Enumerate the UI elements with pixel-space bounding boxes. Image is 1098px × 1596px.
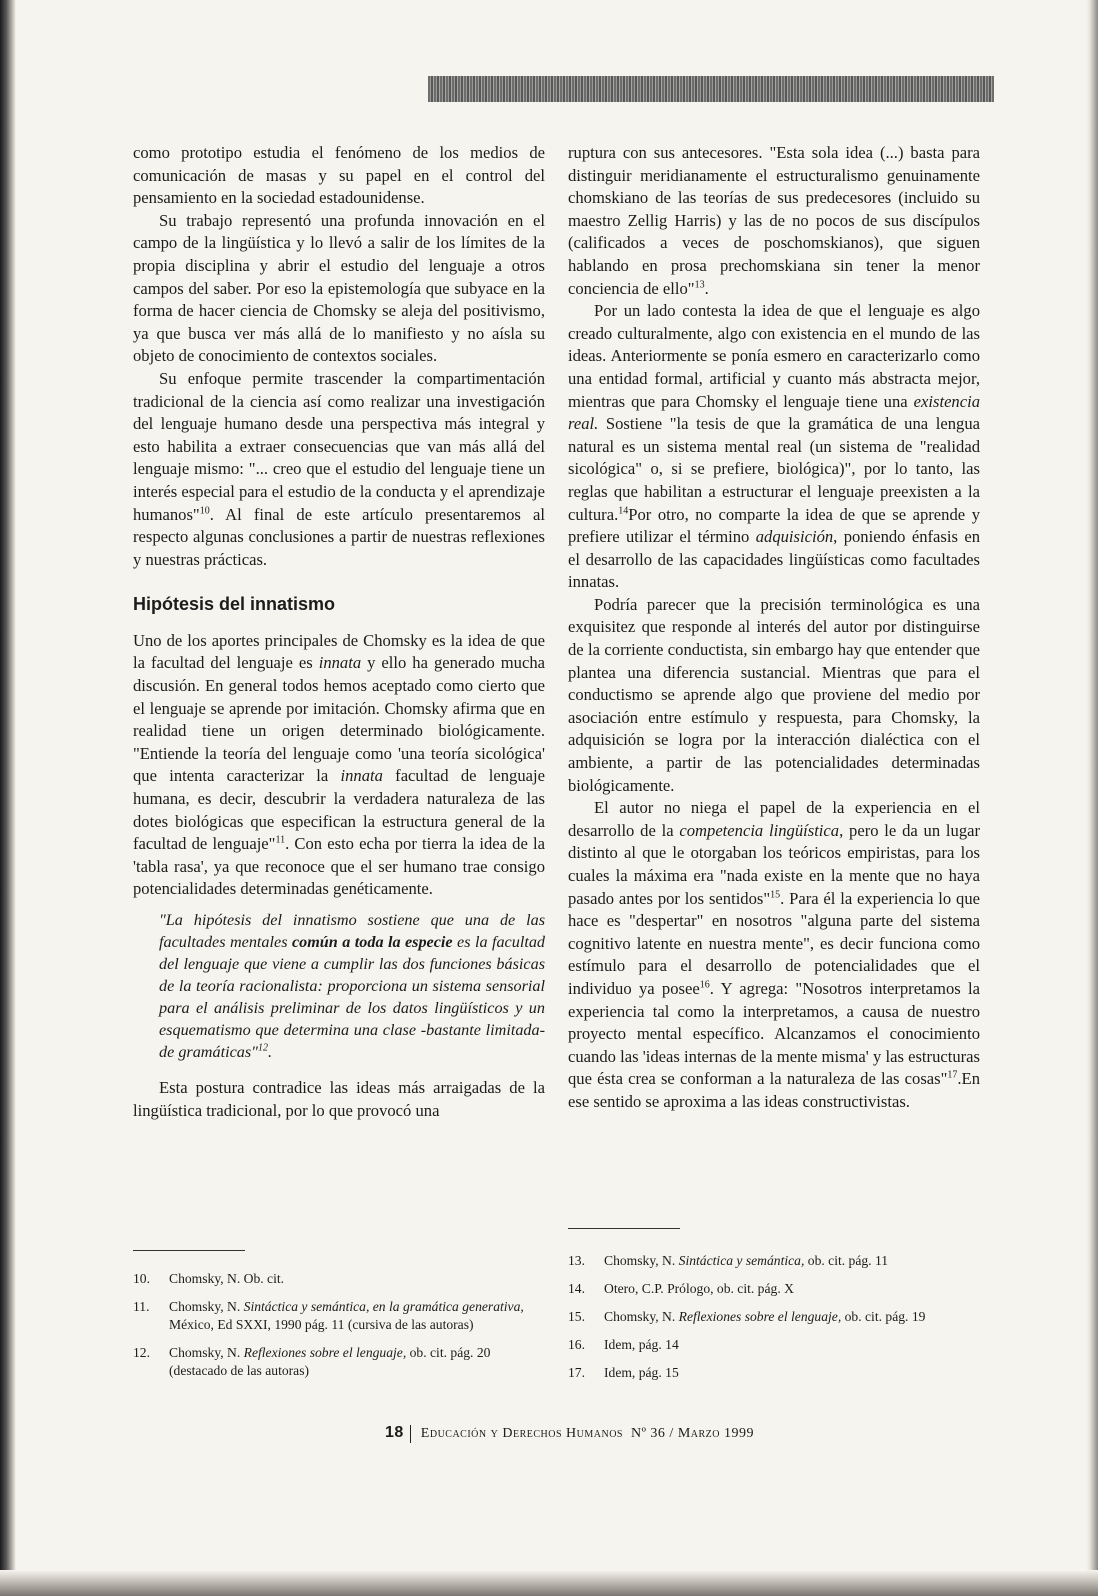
footnote-text bbox=[604, 1336, 968, 1354]
footnotes-right bbox=[568, 1252, 968, 1392]
italic-title: Sintáctica y semántica, en la gramática generativa, bbox=[243, 1299, 524, 1314]
footnote-number: 12. bbox=[133, 1345, 150, 1360]
scan-edge-shadow-bottom bbox=[0, 1570, 1098, 1596]
footnote-number: 13. bbox=[568, 1253, 585, 1268]
italic-term: innata bbox=[340, 766, 383, 786]
scan-edge-shadow-right bbox=[1086, 0, 1098, 1596]
footnote-text bbox=[604, 1252, 968, 1270]
italic-term: adquisición bbox=[755, 527, 834, 547]
italic-title: Reflexiones sobre el lenguaje, bbox=[243, 1345, 407, 1360]
text-run: . bbox=[267, 1043, 273, 1061]
footnote-text bbox=[169, 1270, 533, 1288]
text-run: Por un lado contesta la idea de que el lenguaje es algo creado culturalmente, algo con existencia en el mundo de las ideas. Anteriormente se ponía esmero en caracterizarlo como una entidad formal, artificial y cuanto más abstracta mejor, mientras que para Chomsky el lenguaje tiene una bbox=[568, 301, 980, 411]
footnote-number: 16. bbox=[568, 1337, 585, 1352]
footnote-item bbox=[133, 1270, 533, 1288]
footnote-item bbox=[568, 1252, 968, 1270]
italic-title: Sintáctica y semántica, bbox=[678, 1253, 805, 1268]
header-decorative-bar bbox=[428, 76, 994, 102]
footnote-ref: 12 bbox=[257, 1042, 268, 1054]
issue-info: Nº 36 / Marzo 1999 bbox=[630, 1426, 754, 1441]
footnote-ref: 17 bbox=[947, 1069, 958, 1081]
footnote-item bbox=[133, 1298, 533, 1334]
footnote-number: 10. bbox=[133, 1271, 150, 1286]
text-run: Chomsky, N. bbox=[169, 1345, 244, 1360]
text-run: y ello ha generado mucha discusión. En general todos hemos aceptado como cierto que el lenguaje se aprende por imitación. Chomsky afirma que en realidad tiene un origen determinado biológicamente. "Entiende la teoría del lenguaje como 'una teoría sicológica' que intenta caracterizar la bbox=[133, 653, 545, 786]
section-heading: Hipótesis del innatismo bbox=[133, 594, 336, 615]
text-run: . Al final de este artículo presentaremos al respecto algunas conclusiones a partir de nuestras reflexiones y nuestras prácticas. bbox=[133, 504, 545, 569]
text-run: facultad de lenguaje humana, es decir, descubrir la verdadera naturaleza de las dotes biológicas que especifican la estructura general de la facultad de lenguaje" bbox=[133, 766, 545, 854]
italic-title: Reflexiones sobre el lenguaje, bbox=[678, 1309, 842, 1324]
footnote-text bbox=[169, 1344, 533, 1380]
text-run: ob. cit. pág. 11 bbox=[804, 1253, 889, 1268]
text-run: ob. cit. pág. 19 bbox=[841, 1309, 926, 1324]
footnote-ref: 13 bbox=[694, 279, 705, 291]
text-run: ruptura con sus antecesores. "Esta sola idea (...) basta para distinguir meridianamente el estructuralismo genuinamente chomskiano de las teorías de sus predecesores (incluido su maestro Zellig Harris) y las de no pocos de sus discípulos (calificados a veces de poschomskianos), que siguen hablando en prosa prechomskiana sin tener la menor conciencia de ello" bbox=[568, 143, 980, 298]
text-run: Chomsky, N. bbox=[604, 1253, 679, 1268]
page-folio bbox=[385, 1424, 754, 1443]
italic-term: existencia real. bbox=[568, 391, 980, 434]
left-column bbox=[133, 142, 545, 1122]
text-run: ob. cit. pág. 20 (destacado de las autoras) bbox=[169, 1345, 491, 1378]
footnote-ref: 10 bbox=[199, 504, 210, 516]
bold-emphasis: común a toda la especie bbox=[291, 933, 453, 951]
footnote-item bbox=[568, 1336, 968, 1354]
footnote-item bbox=[568, 1308, 968, 1326]
text-run: México, Ed SXXI, 1990 pág. 11 (cursiva de las autoras) bbox=[169, 1317, 474, 1332]
text-run: Otero, C.P. Prólogo, ob. cit. pág. X bbox=[604, 1281, 794, 1296]
text-run: Por otro, no comparte la idea de que se aprende y prefiere utilizar el término bbox=[568, 504, 980, 547]
footnote-text bbox=[169, 1298, 533, 1334]
text-run: . Para él la experiencia lo que hace es "despertar" en nosotros "alguna parte del sistema cognitivo latente en nuestra mente", es decir funciona como estímulo para el desarrollo de potencialidades que el individuo ya posee bbox=[568, 888, 980, 998]
text-run: .En ese sentido se aproxima a las ideas constructivistas. bbox=[568, 1069, 980, 1111]
right-column bbox=[568, 142, 980, 1114]
paragraph bbox=[568, 300, 980, 594]
footnote-ref: 11 bbox=[275, 834, 286, 846]
text-run: Uno de los aportes principales de Chomsky es la idea de que la facultad del lenguaje es bbox=[133, 630, 545, 673]
footnote-number: 17. bbox=[568, 1365, 585, 1380]
paragraph bbox=[133, 630, 545, 901]
paragraph bbox=[568, 797, 980, 1113]
text-run: , poniendo énfasis en el desarrollo de las capacidades lingüísticas como facultades innatas. bbox=[568, 527, 980, 592]
text-run: . Y agrega: "Nosotros interpretamos la experiencia tal como la interpretamos, a causa de nuestro proyecto mental específico. Alcanzamos el conocimiento cuando las 'ideas internas de la mente misma' y las estructuras que ésta crea se conforman a la naturaleza de las cosas" bbox=[568, 978, 980, 1089]
footnote-number: 14. bbox=[568, 1281, 585, 1296]
footnote-ref: 16 bbox=[699, 979, 710, 991]
text-run: Chomsky, N. bbox=[604, 1309, 679, 1324]
paragraph bbox=[133, 368, 545, 571]
text-run: Idem, pág. 14 bbox=[604, 1337, 679, 1352]
footnote-ref: 15 bbox=[770, 889, 781, 901]
text-run: Su enfoque permite trascender la compartimentación tradicional de la ciencia así como realizar una investigación del lenguaje humano desde una perspectiva más integral y esto habilita a extraer consecuencias que van más allá del lenguaje mismo: "... creo que el estudio del lenguaje tiene un interés especial para el estudio de la conducta y el aprendizaje humanos" bbox=[133, 368, 545, 524]
text-run: Chomsky, N. Ob. cit. bbox=[169, 1271, 285, 1286]
scan-edge-shadow-left bbox=[0, 0, 16, 1596]
footnote-number: 15. bbox=[568, 1309, 585, 1324]
text-run: Chomsky, N. bbox=[169, 1299, 244, 1314]
footnote-ref: 14 bbox=[618, 504, 629, 516]
footnote-item bbox=[568, 1280, 968, 1298]
text-run: es la facultad del lenguaje que viene a cumplir las dos funciones básicas de la teoría racionalista: proporciona un sistema sensorial para el análisis preliminar de los datos lingüísticos y un esquematismo que determina una clase -bastante limitada- de gramáticas" bbox=[159, 933, 546, 1061]
text-run: Idem, pág. 15 bbox=[604, 1365, 679, 1380]
paragraph: como prototipo estudia el fenómeno de los medios de comunicación de masas y su papel en el control del pensamiento en la sociedad estadounidense. bbox=[133, 143, 545, 208]
footnote-item bbox=[133, 1344, 533, 1380]
text-run: , pero le da un lugar distinto al que le otorgaban los teóricos empiristas, para los cuales la máxima era "nada existe en la mente que no haya pasado antes por los sentidos" bbox=[568, 820, 981, 908]
footnote-text bbox=[604, 1308, 968, 1326]
paragraph: Su trabajo representó una profunda innovación en el campo de la lingüística y lo llevó a salir de los límites de la propia disciplina y abrir el estudio del lenguaje a otros campos del saber. Por eso la epistemología que subyace en la forma de hacer ciencia de Chomsky se aleja del positivismo, ya que busca ver más allá de lo manifiesto y no aísla su objeto de conocimiento de contextos sociales. bbox=[133, 210, 545, 366]
publication-name: Educación y Derechos Humanos bbox=[420, 1426, 623, 1441]
text-run: . bbox=[704, 278, 709, 298]
folio-divider bbox=[410, 1425, 411, 1443]
footnotes-left bbox=[133, 1270, 533, 1390]
footnote-text bbox=[604, 1280, 968, 1298]
footnote-item bbox=[568, 1364, 968, 1382]
block-quote bbox=[159, 909, 545, 1063]
italic-term: competencia lingüística bbox=[679, 820, 840, 840]
footnote-number: 11. bbox=[133, 1299, 150, 1314]
text-run: El autor no niega el papel de la experiencia en el desarrollo de la bbox=[568, 798, 980, 840]
italic-term: innata bbox=[318, 653, 362, 673]
footnote-rule bbox=[133, 1250, 245, 1251]
paragraph: Podría parecer que la precisión terminológica es una exquisitez que responde al interés del autor por distinguirse de la corriente conductista, sin embargo hay que entender que plantea una diferencia sustancial. Mientras que para el conductismo se aprende algo que proviene del medio por asociación entre estímulo y respuesta, para Chomsky, la adquisición se logra por la interacción dialéctica con el ambiente, a partir de las potencialidades determinadas biológicamente. bbox=[568, 594, 980, 795]
footnote-rule bbox=[568, 1228, 680, 1229]
paragraph bbox=[568, 142, 980, 300]
footnote-text bbox=[604, 1364, 968, 1382]
paragraph: Esta postura contradice las ideas más arraigadas de la lingüística tradicional, por lo que provocó una bbox=[133, 1078, 545, 1120]
text-run: Sostiene "la tesis de que la gramática de una lengua natural es un sistema mental real (un sistema de "realidad sicológica" o, si se prefiere, biológica)", por lo tanto, las reglas que habilitan a estructurar el lenguaje preexisten a la cultura. bbox=[568, 414, 980, 524]
text-run: "La hipótesis del innatismo sostiene que una de las facultades mentales bbox=[159, 911, 545, 951]
page-number: 18 bbox=[385, 1424, 404, 1441]
text-run: . Con esto echa por tierra la idea de la 'tabla rasa', ya que reconoce que el ser humano trae consigo potencialidades determinadas genéticamente. bbox=[133, 834, 545, 899]
